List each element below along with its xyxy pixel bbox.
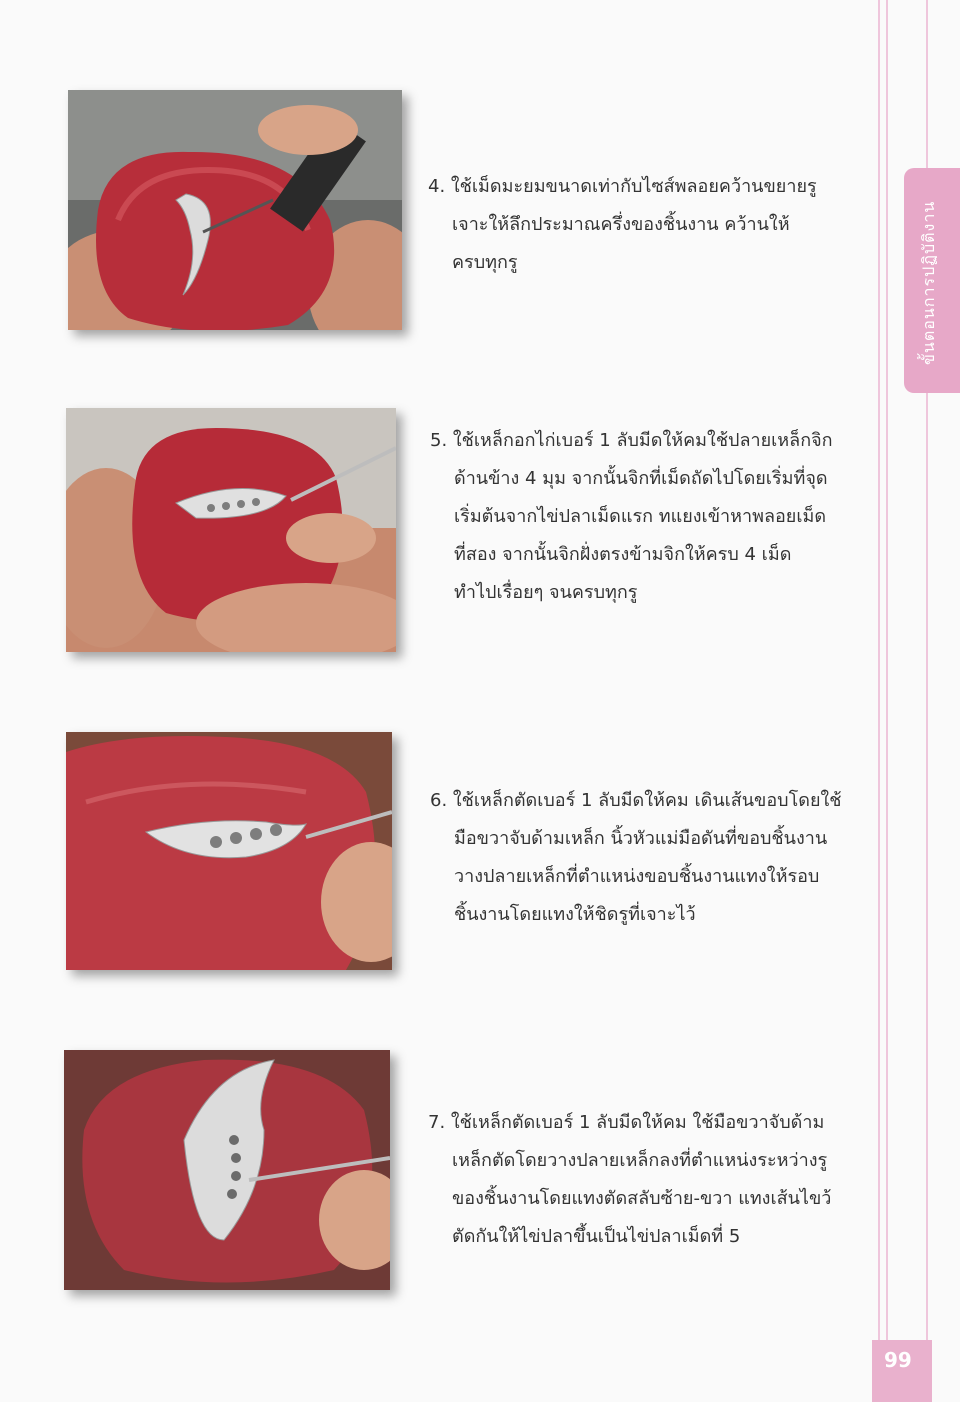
step-line: เจาะให้ลึกประมาณครึ่งของชิ้นงาน คว้านให้ xyxy=(452,214,790,235)
step-line: ตัดกันให้ไข่ปลาขึ้นเป็นไข่ปลาเม็ดที่ 5 xyxy=(452,1226,741,1247)
step-line: ด้านข้าง 4 มุม จากนั้นจิกที่เม็ดถัดไปโดยเริ่มที่จุด xyxy=(454,468,828,489)
step-line: เหล็กตัดโดยวางปลายเหล็กลงที่ตำแหน่งระหว่างรู xyxy=(452,1150,828,1171)
page-number: 99 xyxy=(884,1348,912,1372)
step-line: ครบทุกรู xyxy=(452,252,518,273)
step-line: ทำไปเรื่อยๆ จนครบทุกรู xyxy=(454,582,638,603)
step-7-photo xyxy=(64,1050,390,1290)
margin-rule xyxy=(886,0,888,1402)
step-5-photo xyxy=(66,408,396,652)
step-4-photo xyxy=(68,90,402,330)
margin-rule xyxy=(878,0,880,1402)
step-line: มือขวาจับด้ามเหล็ก นิ้วหัวแม่มือดันที่ขอบชิ้นงาน xyxy=(454,828,828,849)
step-4-text xyxy=(428,168,817,282)
step-line: วางปลายเหล็กที่ตำแหน่งขอบชิ้นงานแทงให้รอบ xyxy=(454,866,820,887)
step-line: 5. ใช้เหล็กอกไก่เบอร์ 1 ลับมีดให้คมใช้ปลายเหล็กจิก xyxy=(430,430,833,451)
step-7-text xyxy=(428,1104,831,1256)
step-line: ชิ้นงานโดยแทงให้ชิดรูที่เจาะไว้ xyxy=(454,904,696,925)
step-line: 4. ใช้เม็ดมะยมขนาดเท่ากับไซส์พลอยคว้านขยายรู xyxy=(428,176,817,197)
step-line: 7. ใช้เหล็กตัดเบอร์ 1 ลับมีดให้คม ใช้มือขวาจับด้าม xyxy=(428,1112,825,1133)
step-6-photo xyxy=(66,732,392,970)
step-6-text xyxy=(430,782,842,934)
step-line: เริ่มต้นจากไข่ปลาเม็ดแรก ทแยงเข้าหาพลอยเม็ด xyxy=(454,506,827,527)
step-5-text xyxy=(430,422,833,612)
chapter-tab-label: ขั้นตอนการปฏิบัติงาน xyxy=(919,200,938,365)
step-line: ที่สอง จากนั้นจิกฝั่งตรงข้ามจิกให้ครบ 4 เม็ด xyxy=(454,544,792,565)
step-line: 6. ใช้เหล็กตัดเบอร์ 1 ลับมีดให้คม เดินเส้นขอบโดยใช้ xyxy=(430,790,842,811)
step-line: ของชิ้นงานโดยแทงตัดสลับซ้าย-ขวา แทงเส้นไขว้ xyxy=(452,1188,832,1209)
